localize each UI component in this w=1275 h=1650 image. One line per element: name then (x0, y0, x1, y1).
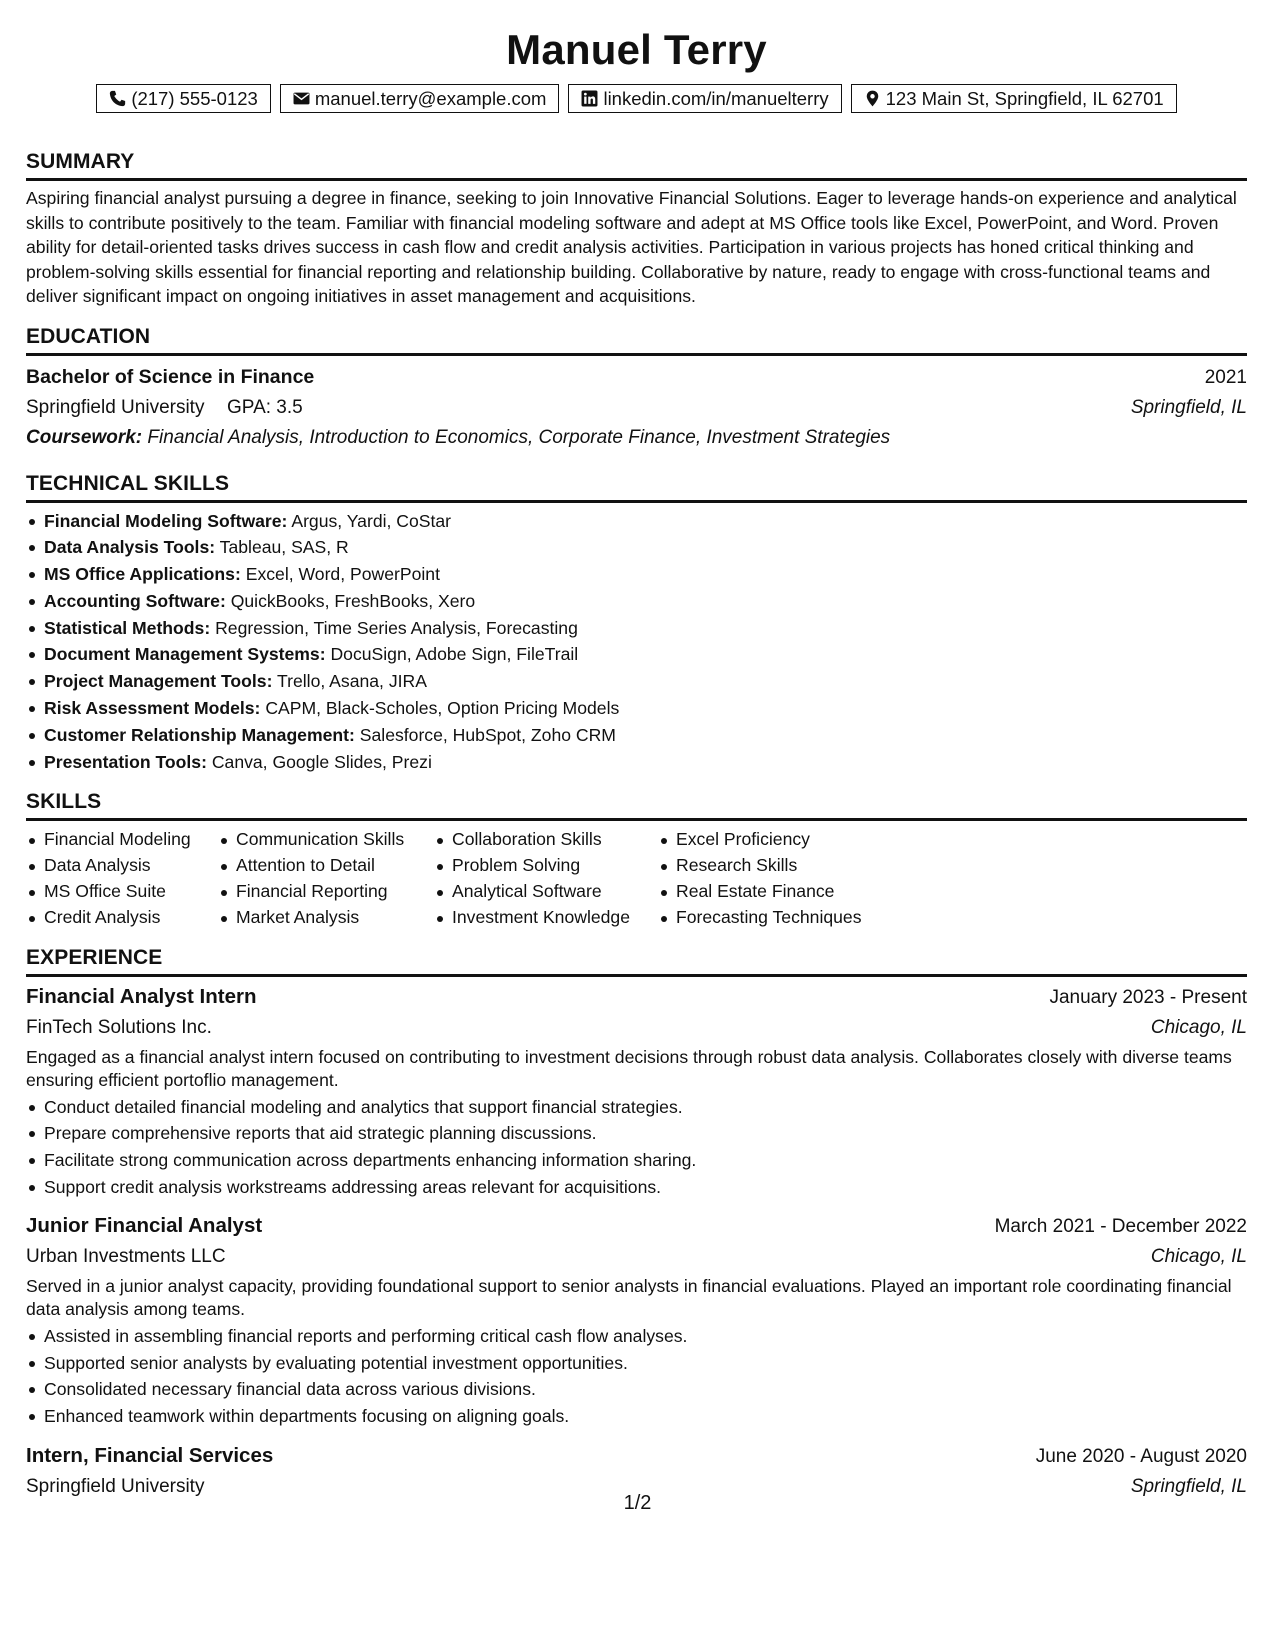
technical-skill-label: Data Analysis Tools: (44, 537, 216, 558)
technical-skill-item (44, 561, 1247, 588)
skill-item: Analytical Software (452, 879, 658, 905)
section-title-experience: EXPERIENCE (26, 945, 1247, 977)
skills-column (434, 827, 658, 930)
job-bullet: Supported senior analysts by evaluating potential investment opportunities. (44, 1350, 1247, 1377)
job-summary: Served in a junior analyst capacity, providing foundational support to senior analysts in financial evaluations. Played an important role coordinating financial data analysis among teams. (26, 1275, 1232, 1320)
job-title-row (26, 1441, 1247, 1472)
skills-section (26, 789, 1247, 930)
technical-skill-item (44, 508, 1247, 535)
skill-item: Collaboration Skills (452, 827, 658, 853)
technical-skill-item (44, 615, 1247, 642)
section-title-skills: SKILLS (26, 789, 1247, 821)
skill-item: Problem Solving (452, 853, 658, 879)
job-title: Financial Analyst Intern (26, 984, 257, 1008)
contact-phone[interactable] (96, 84, 271, 113)
job-entry (26, 1211, 1247, 1430)
skill-item: Data Analysis (44, 853, 218, 879)
technical-skills-section (26, 471, 1247, 776)
skills-column (218, 827, 434, 930)
job-entry (26, 982, 1247, 1201)
technical-skill-value: Regression, Time Series Analysis, Forecasting (215, 617, 578, 638)
technical-skill-item (44, 641, 1247, 668)
gpa: GPA: 3.5 (227, 396, 303, 418)
skills-column (26, 827, 218, 930)
technical-skill-value: Canva, Google Slides, Prezi (211, 751, 432, 772)
graduation-year: 2021 (1204, 366, 1247, 388)
job-title: Intern, Financial Services (26, 1444, 274, 1468)
technical-skill-value: DocuSign, Adobe Sign, FileTrail (330, 644, 579, 665)
section-title-summary: SUMMARY (26, 149, 1247, 181)
phone-text: (217) 555-0123 (131, 88, 258, 109)
summary-section (26, 149, 1247, 309)
technical-skill-item (44, 588, 1247, 615)
coursework-label: Coursework: (26, 426, 143, 448)
job-dates: June 2020 - August 2020 (1035, 1446, 1247, 1468)
education-school-row (26, 393, 1247, 423)
job-title: Junior Financial Analyst (26, 1213, 263, 1237)
skill-item: Financial Reporting (236, 879, 434, 905)
job-company: Springfield University (26, 1476, 205, 1498)
skills-column (658, 827, 898, 930)
email-text: manuel.terry@example.com (314, 88, 547, 109)
job-bullets (26, 1323, 1247, 1430)
technical-skill-value: Tableau, SAS, R (219, 537, 349, 558)
job-bullet: Prepare comprehensive reports that aid strategic planning discussions. (44, 1120, 1247, 1147)
technical-skill-value: QuickBooks, FreshBooks, Xero (230, 590, 476, 611)
job-bullet: Enhanced teamwork within departments focusing on aligning goals. (44, 1403, 1247, 1430)
job-company: Urban Investments LLC (26, 1245, 226, 1267)
technical-skill-label: Risk Assessment Models: (44, 698, 261, 719)
skills-grid (26, 827, 1247, 930)
technical-skill-label: Project Management Tools: (44, 671, 273, 692)
skill-item: Attention to Detail (236, 853, 434, 879)
job-bullet: Facilitate strong communication across departments enhancing information sharing. (44, 1147, 1247, 1174)
education-section (26, 324, 1247, 453)
technical-skill-label: Statistical Methods: (44, 617, 211, 638)
job-summary: Engaged as a financial analyst intern focused on contributing to investment decisions through robust data analysis. Collaborates closely with diverse teams ensuring efficient portoflio management. (26, 1046, 1232, 1091)
job-location: Chicago, IL (1150, 1016, 1247, 1038)
technical-skill-item (44, 668, 1247, 695)
technical-skill-label: Presentation Tools: (44, 751, 207, 772)
technical-skill-label: Accounting Software: (44, 590, 226, 611)
envelope-icon (293, 90, 310, 107)
linkedin-text: linkedin.com/in/manuelterry (603, 88, 829, 109)
phone-icon (109, 90, 126, 107)
map-pin-icon (864, 90, 881, 107)
job-bullet: Assisted in assembling financial reports and performing critical cash flow analyses. (44, 1323, 1247, 1350)
technical-skill-item (44, 534, 1247, 561)
page-number: 1/2 (623, 1492, 652, 1514)
skill-item: Communication Skills (236, 827, 434, 853)
skill-item: Market Analysis (236, 905, 434, 931)
degree: Bachelor of Science in Finance (26, 365, 315, 388)
coursework (26, 423, 1247, 453)
school-location: Springfield, IL (1130, 396, 1247, 418)
section-title-education: EDUCATION (26, 324, 1247, 356)
job-location: Springfield, IL (1130, 1476, 1247, 1498)
job-company-row (26, 1013, 1247, 1043)
technical-skill-value: Trello, Asana, JIRA (277, 671, 427, 692)
resume-page (26, 0, 1247, 1502)
job-title-row (26, 1211, 1247, 1242)
technical-skill-value: Excel, Word, PowerPoint (245, 564, 440, 585)
contact-linkedin[interactable] (568, 84, 841, 113)
technical-skill-item (44, 749, 1247, 776)
job-bullet: Consolidated necessary financial data across various divisions. (44, 1376, 1247, 1403)
skill-item: Investment Knowledge (452, 905, 658, 931)
skill-item: Research Skills (676, 853, 898, 879)
job-dates: January 2023 - Present (1049, 986, 1247, 1008)
contact-bar (26, 84, 1247, 113)
technical-skill-label: Customer Relationship Management: (44, 724, 355, 745)
section-title-technical-skills: TECHNICAL SKILLS (26, 471, 1247, 503)
job-title-row (26, 982, 1247, 1013)
skill-item: Credit Analysis (44, 905, 218, 931)
technical-skill-value: Argus, Yardi, CoStar (291, 510, 452, 531)
skill-item: Forecasting Techniques (676, 905, 898, 931)
job-dates: March 2021 - December 2022 (994, 1215, 1247, 1237)
education-degree-row (26, 362, 1247, 393)
job-bullet: Conduct detailed financial modeling and analytics that support financial strategies. (44, 1094, 1247, 1121)
technical-skill-item (44, 722, 1247, 749)
job-company: FinTech Solutions Inc. (26, 1016, 212, 1038)
skill-item: Financial Modeling (44, 827, 218, 853)
summary-text: Aspiring financial analyst pursuing a degree in finance, seeking to join Innovative Financial Solutions. Eager to leverage hands-on experience and analytical skills to contribute positively to the team. Familiar with financial modeling software and adept at MS Office tools like Excel, PowerPoint, and Word. Proven ability for detail-oriented tasks drives success in cash flow and credit analysis activities. Participation in various projects has honed critical thinking and problem-solving skills essential for financial reporting and relationship building. Collaborative by nature, ready to engage with cross-functional teams and deliver significant impact on ongoing initiatives in asset management and acquisitions. (26, 188, 1237, 306)
job-bullets (26, 1094, 1247, 1201)
technical-skill-label: Financial Modeling Software: (44, 510, 288, 531)
experience-list (26, 982, 1247, 1502)
technical-skill-value: CAPM, Black-Scholes, Option Pricing Models (265, 698, 620, 719)
linkedin-icon (581, 90, 598, 107)
technical-skill-label: MS Office Applications: (44, 564, 241, 585)
contact-email[interactable] (280, 84, 560, 113)
skill-item: Real Estate Finance (676, 879, 898, 905)
skill-item: MS Office Suite (44, 879, 218, 905)
technical-skill-label: Document Management Systems: (44, 644, 326, 665)
school-name: Springfield University (26, 396, 205, 418)
technical-skill-item (44, 695, 1247, 722)
contact-address[interactable] (851, 84, 1177, 113)
technical-skill-value: Salesforce, HubSpot, Zoho CRM (359, 724, 616, 745)
job-location: Chicago, IL (1150, 1245, 1247, 1267)
skill-item: Excel Proficiency (676, 827, 898, 853)
experience-section (26, 945, 1247, 1502)
job-bullet: Support credit analysis workstreams addressing areas relevant for acquisitions. (44, 1174, 1247, 1201)
coursework-list: Financial Analysis, Introduction to Economics, Corporate Finance, Investment Strategies (147, 426, 891, 448)
address-text: 123 Main St, Springfield, IL 62701 (885, 88, 1164, 109)
job-company-row (26, 1242, 1247, 1272)
candidate-name: Manuel Terry (506, 26, 767, 73)
technical-skills-list (26, 508, 1247, 776)
